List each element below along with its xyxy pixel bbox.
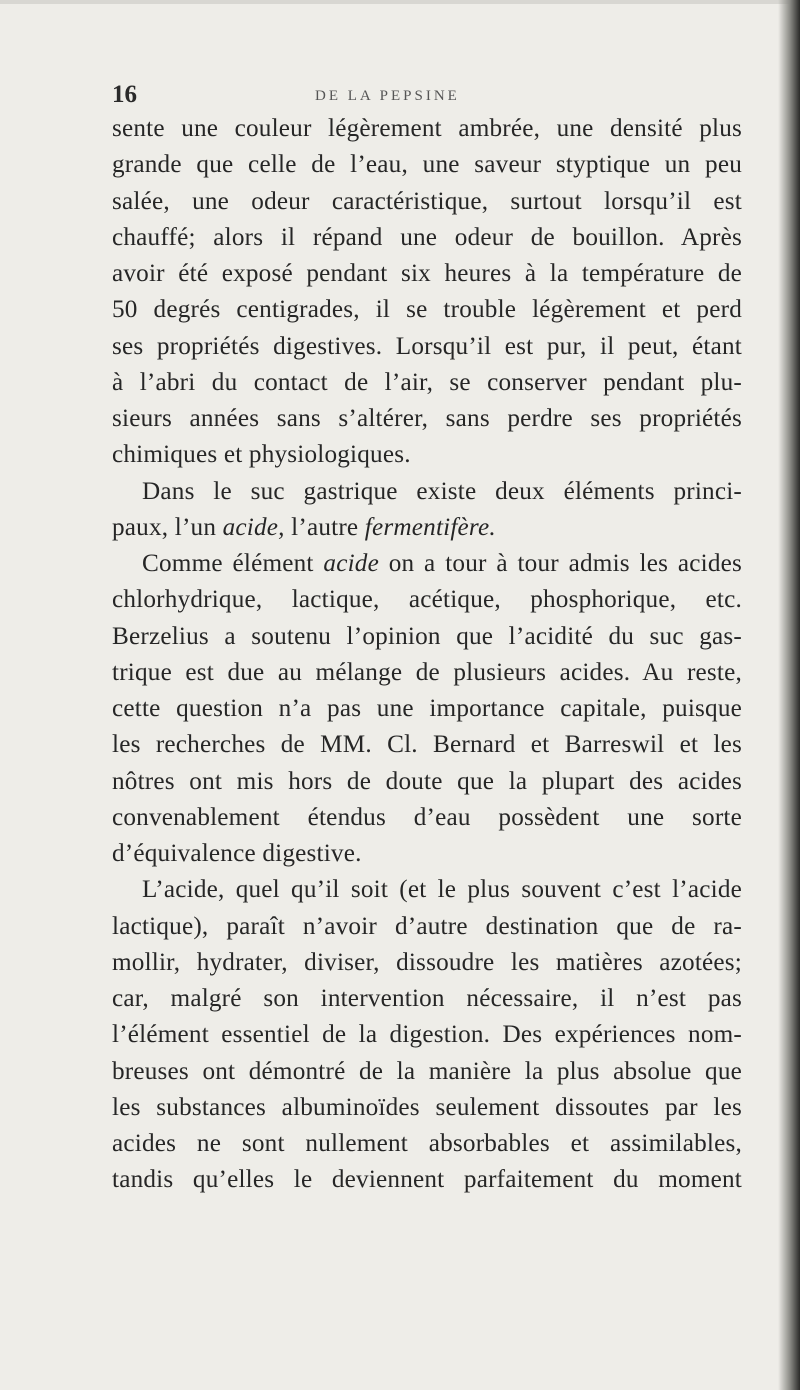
text-line: lactique), paraît n’avoir d’autre destination que de ra- (112, 912, 742, 940)
text-fragment: Comme élément (142, 550, 324, 577)
page-number: 16 (112, 81, 137, 108)
page-header (112, 82, 742, 108)
text-line: salée, une odeur caractéristique, surtout lorsqu’il est (112, 187, 742, 215)
text-line: mollir, hydrater, diviser, dissoudre les matières azotées; (112, 948, 742, 976)
text-line: car, malgré son intervention nécessaire, il n’est pas (112, 985, 742, 1012)
text-line: acides ne sont nullement absorbables et assimilables, (112, 1130, 742, 1157)
text-fragment: l’autre (284, 513, 365, 541)
text-line: cette question n’a pas une importance capitale, puisque (112, 695, 742, 722)
body-text (112, 111, 742, 1199)
text-line: tandis qu’elles le deviennent parfaitement du moment (112, 1166, 742, 1194)
italic-term-fermentifere: fermentifère. (364, 513, 496, 541)
text-line: avoir été exposé pendant six heures à la température de (112, 260, 742, 287)
italic-term-acide: acide, (222, 513, 285, 541)
text-line: les recherches de MM. Cl. Bernard et Barreswil et les (112, 731, 742, 759)
text-fragment: paux, l’un (112, 513, 223, 541)
text-line: sente une couleur légèrement ambrée, une densité plus (112, 115, 742, 142)
text-line: d’équivalence digestive. (112, 840, 362, 867)
running-head: DE LA PEPSINE (315, 88, 460, 104)
text-fragment: on a tour à tour admis les acides (378, 550, 742, 577)
text-line: chlorhydrique, lactique, acétique, phosphorique, etc. (112, 586, 742, 614)
text-line: ses propriétés digestives. Lorsqu’il est pur, il peut, étant (112, 332, 742, 360)
text-line: Berzelius a soutenu l’opinion que l’acidité du suc gas- (112, 622, 742, 650)
text-line (112, 510, 742, 546)
text-line: nôtres ont mis hors de doute que la plupart des acides (112, 767, 742, 795)
text-line: breuses ont démontré de la manière la plus absolue que (112, 1057, 742, 1085)
text-line: chimiques et physiologiques. (112, 441, 411, 469)
page-top-edge (0, 0, 800, 4)
text-line: grande que celle de l’eau, une saveur styptique un peu (112, 151, 742, 179)
text-line (112, 546, 742, 582)
italic-term-acide: acide (323, 550, 379, 577)
page-edge-shadow (778, 0, 800, 1390)
text-line: Dans le suc gastrique existe deux éléments princi- (142, 477, 742, 505)
text-line: trique est due au mélange de plusieurs acides. Au reste, (112, 658, 742, 686)
text-line: sieurs années sans s’altérer, sans perdre ses propriétés (112, 405, 742, 432)
text-line: à l’abri du contact de l’air, se conserver pendant plu- (112, 368, 742, 396)
text-line: l’élément essentiel de la digestion. Des expériences nom- (112, 1021, 742, 1049)
text-line: chauffé; alors il répand une odeur de bouillon. Après (112, 223, 742, 251)
text-line: convenablement étendus d’eau possèdent une sorte (112, 803, 742, 831)
text-line: 50 degrés centigrades, il se trouble légèrement et perd (112, 296, 742, 324)
text-line: les substances albuminoïdes seulement dissoutes par les (112, 1093, 742, 1121)
text-line: L’acide, quel qu’il soit (et le plus souvent c’est l’acide (142, 876, 742, 904)
